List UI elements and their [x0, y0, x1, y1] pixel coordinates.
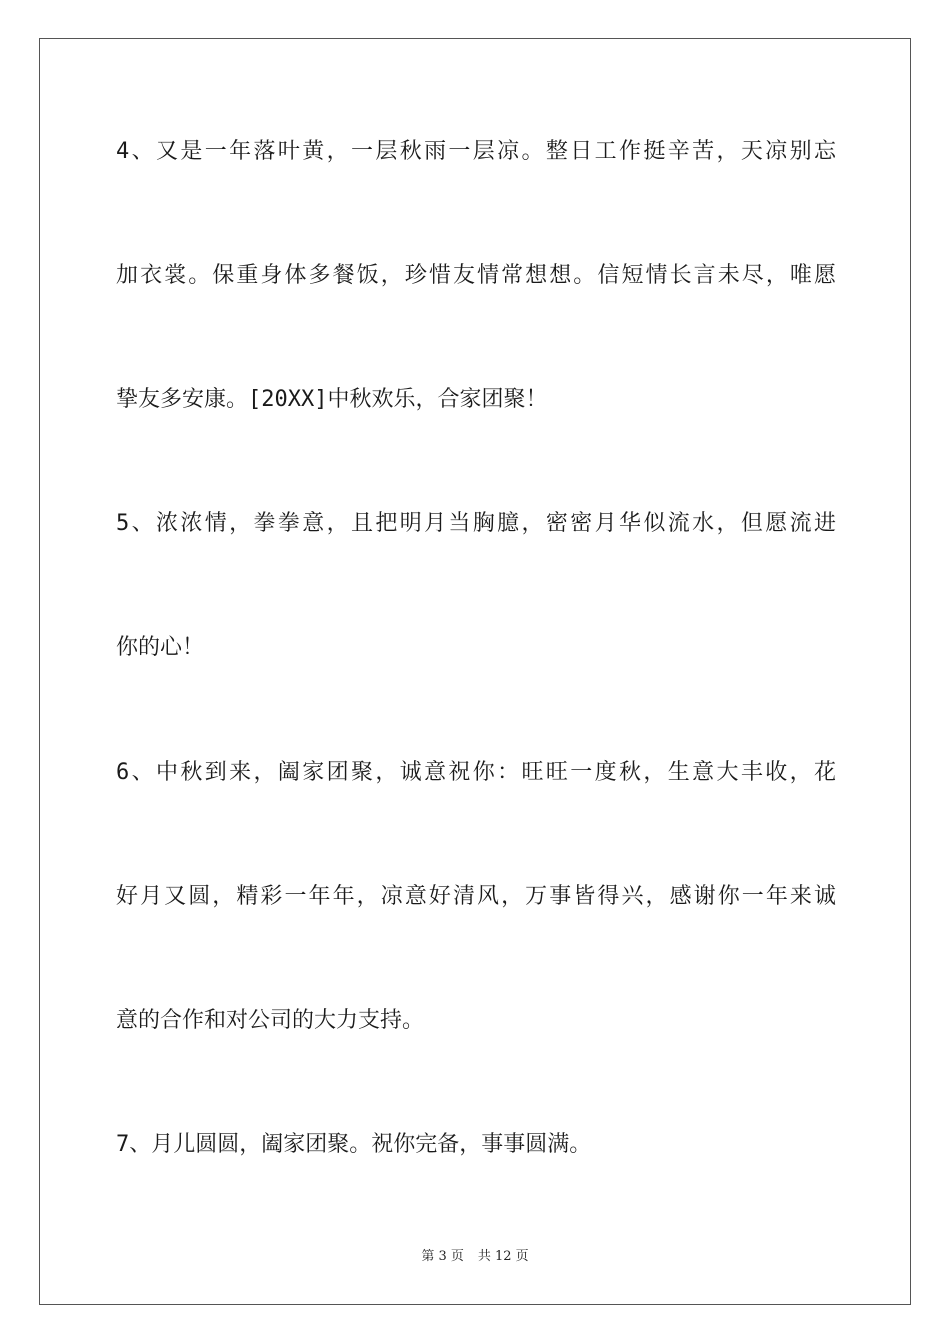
text-line: 5、浓浓情，拳拳意，且把明月当胸臆，密密月华似流水，但愿流进	[116, 511, 836, 536]
text-line: 好月又圆，精彩一年年，凉意好清风，万事皆得兴，感谢你一年来诚	[116, 884, 836, 909]
page-total: 共 12 页	[477, 1249, 529, 1264]
text-line: 6、中秋到来，阖家团聚，诚意祝你：旺旺一度秋，生意大丰收，花	[116, 760, 836, 785]
text-line: 加衣裳。保重身体多餐饭，珍惜友情常想想。信短情长言未尽，唯愿	[116, 263, 836, 288]
text-line: 意的合作和对公司的大力支持。	[116, 1008, 425, 1033]
text-line: 4、又是一年落叶黄，一层秋雨一层凉。整日工作挺辛苦，天凉别忘	[116, 139, 836, 164]
page-border	[39, 38, 911, 1305]
text-line: 你的心！	[116, 635, 205, 660]
text-line: 挚友多安康。[20XX]中秋欢乐，合家团聚！	[116, 387, 548, 412]
page-footer	[0, 1248, 950, 1266]
text-line: 7、月儿圆圆，阖家团聚。祝你完备，事事圆满。	[116, 1132, 592, 1157]
page-number: 第 3 页	[421, 1249, 464, 1264]
